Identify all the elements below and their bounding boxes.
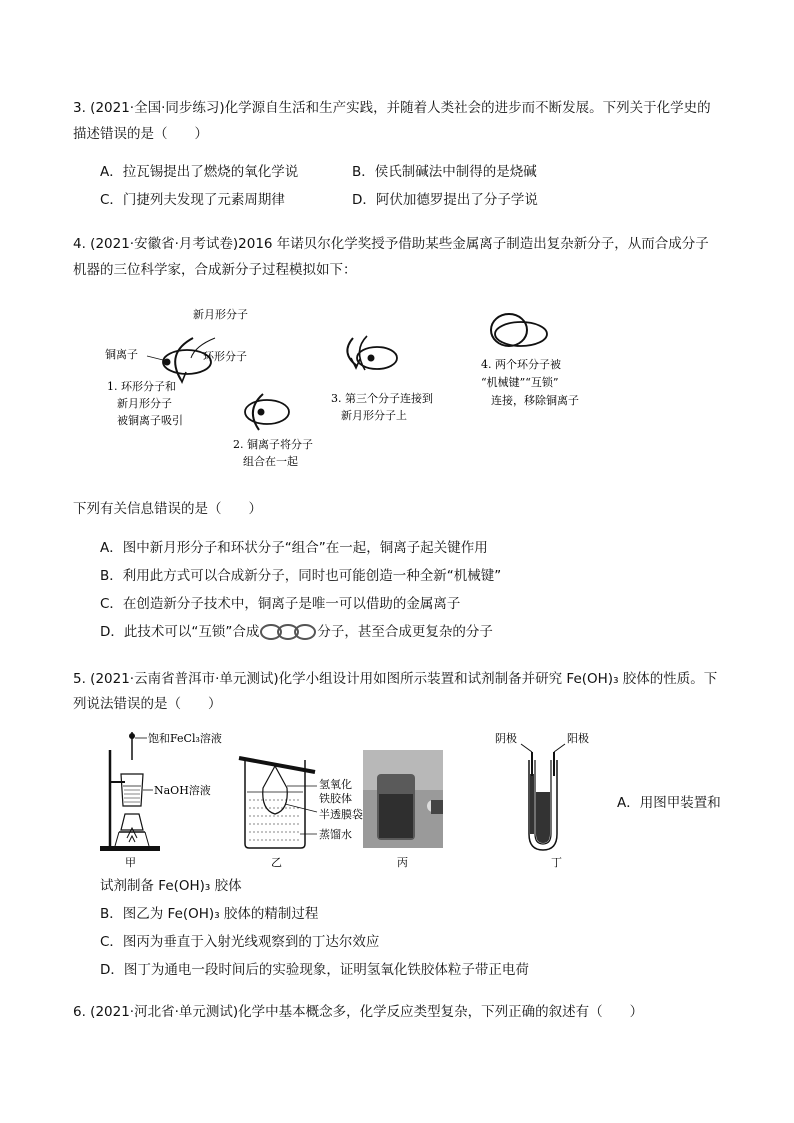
q3-option-a[interactable]: A．拉瓦锡提出了燃烧的氧化学说 xyxy=(100,164,299,180)
q5-option-a-pre[interactable]: A．用图甲装置和 xyxy=(617,795,721,811)
apparatus-bing-photo xyxy=(363,750,443,869)
apparatus-ding xyxy=(495,731,589,869)
label-ring: 环形分子 xyxy=(203,350,247,363)
copper-ion-3 xyxy=(368,355,375,362)
q5-apparatus-figure xyxy=(95,730,615,870)
catenane-chain-icon xyxy=(259,623,317,641)
yi-label-1: 氢氧化 xyxy=(319,778,352,791)
step2-line1: 2. 铜离子将分子 xyxy=(233,438,313,451)
ding-anode-label: 阳极 xyxy=(567,732,589,745)
step1-line1: 1. 环形分子和 xyxy=(107,380,176,393)
jia-label-fecl3: 饱和FeCl₃溶液 xyxy=(148,732,222,745)
q4-stem2: 下列有关信息错误的是（ ） xyxy=(73,501,262,517)
q5-stem-line1: 5. (2021·云南省普洱市·单元测试)化学小组设计用如图所示装置和试剂制备并研究 Fe(OH)₃ 胶体的性质。下 xyxy=(73,671,718,687)
q3-stem-line1: 3. (2021·全国·同步练习)化学源自生活和生产实践，并随着人类社会的进步而不断发展。下列关于化学史的 xyxy=(73,100,711,116)
q4-option-d-post: 分子，甚至合成更复杂的分子 xyxy=(317,624,493,640)
q4-option-c[interactable]: C．在创造新分子技术中，铜离子是唯一可以借助的金属离子 xyxy=(100,596,461,612)
yi-label-3: 半透膜袋 xyxy=(319,808,363,821)
apparatus-jia xyxy=(100,731,222,869)
label-copper: 铜离子 xyxy=(105,348,138,361)
yi-label-4: 蒸馏水 xyxy=(319,828,352,841)
q3-option-b[interactable]: B．侯氏制碱法中制得的是烧碱 xyxy=(352,164,537,180)
bing-label: 丙 xyxy=(397,856,408,869)
ding-cathode-label: 阴极 xyxy=(495,732,517,745)
q6-stem-line1: 6. (2021·河北省·单元测试)化学中基本概念多，化学反应类型复杂，下列正确的叙述有（ ） xyxy=(73,1004,644,1020)
step1-line2: 新月形分子 xyxy=(117,397,172,410)
step3-line2: 新月形分子上 xyxy=(341,409,407,422)
q5-option-d[interactable]: D．图丁为通电一段时间后的实验现象，证明氢氧化铁胶体粒子带正电荷 xyxy=(100,962,529,978)
apparatus-yi xyxy=(239,758,363,869)
q4-option-a[interactable]: A．图中新月形分子和环状分子“组合”在一起，铜离子起关键作用 xyxy=(100,540,488,556)
step4-line3: 连接，移除铜离子 xyxy=(491,394,579,407)
q4-stem-line1: 4. (2021·安徽省·月考试卷)2016 年诺贝尔化学奖授予借助某些金属离子制造出复杂新分子，从而合成分子 xyxy=(73,236,709,252)
q4-option-d[interactable] xyxy=(100,622,493,642)
label-crescent: 新月形分子 xyxy=(193,308,248,321)
ring-molecule-3 xyxy=(357,347,397,369)
q3-option-d[interactable]: D．阿伏加德罗提出了分子学说 xyxy=(352,192,538,208)
q5-option-c[interactable]: C．图丙为垂直于入射光线观察到的丁达尔效应 xyxy=(100,934,380,950)
step1-line3: 被铜离子吸引 xyxy=(117,414,183,427)
q4-option-d-pre: D．此技术可以“互锁”合成 xyxy=(100,624,260,640)
q5-option-a-post[interactable]: 试剂制备 Fe(OH)₃ 胶体 xyxy=(100,878,242,894)
q4-option-b[interactable]: B．利用此方式可以合成新分子，同时也可能创造一种全新“机械键” xyxy=(100,568,502,584)
step3-line1: 3. 第三个分子连接到 xyxy=(331,392,433,405)
q5-stem-line2: 列说法错误的是（ ） xyxy=(73,696,222,712)
yi-label: 乙 xyxy=(271,856,282,869)
q3-stem-line2: 描述错误的是（ ） xyxy=(73,126,208,142)
q3-option-c[interactable]: C．门捷列夫发现了元素周期律 xyxy=(100,192,285,208)
copper-ion-1 xyxy=(164,359,171,366)
q5-option-b[interactable]: B．图乙为 Fe(OH)₃ 胶体的精制过程 xyxy=(100,906,319,922)
copper-ion-2 xyxy=(258,409,265,416)
ding-label: 丁 xyxy=(551,856,562,869)
step4-line2: “机械键”“互锁” xyxy=(481,376,559,389)
q4-molecular-machine-figure xyxy=(95,298,675,480)
yi-label-2: 铁胶体 xyxy=(319,792,352,805)
step2-line2: 组合在一起 xyxy=(243,455,298,468)
q4-stem-line2: 机器的三位科学家，合成新分子过程模拟如下： xyxy=(73,262,357,278)
step4-line1: 4. 两个环分子被 xyxy=(481,358,561,371)
jia-label: 甲 xyxy=(125,856,136,869)
jia-label-naoh: NaOH溶液 xyxy=(154,784,211,797)
ring-molecule-2 xyxy=(245,400,289,424)
